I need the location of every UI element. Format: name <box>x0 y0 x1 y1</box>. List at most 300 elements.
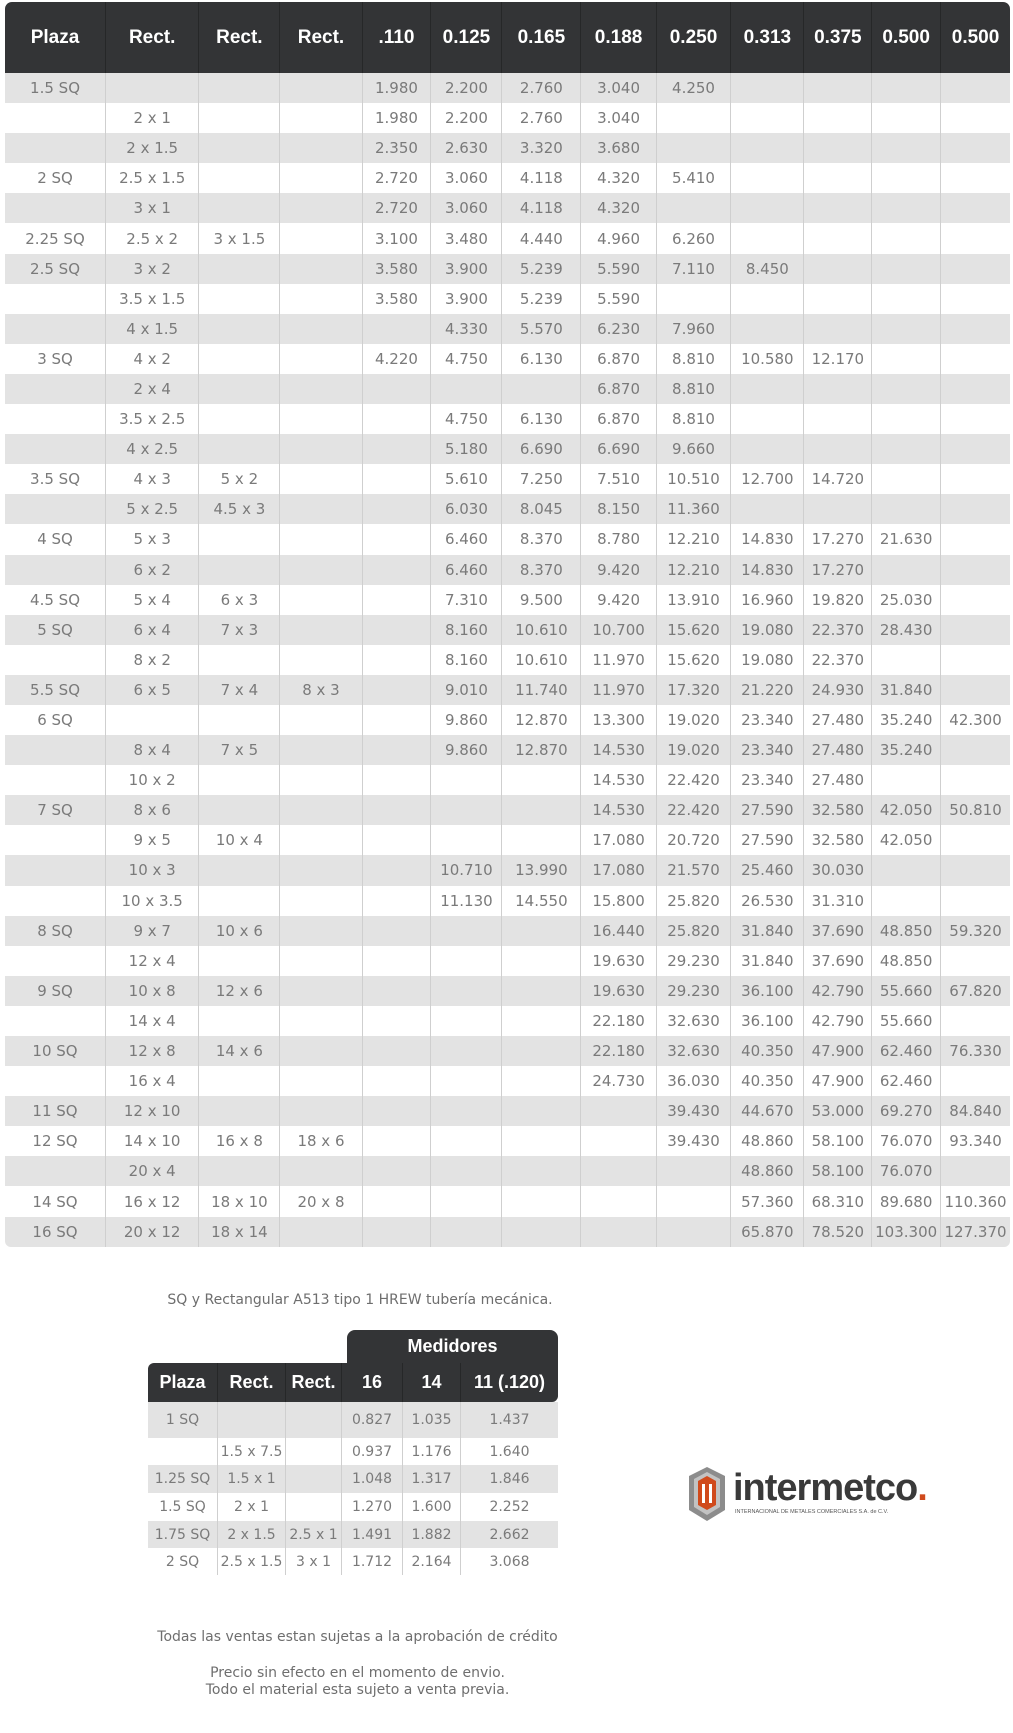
table-cell: 84.840 <box>941 1096 1010 1126</box>
table-cell: 89.680 <box>872 1186 941 1216</box>
table-cell <box>804 193 872 223</box>
table-cell: 16 x 8 <box>199 1126 280 1156</box>
table-cell <box>941 404 1010 434</box>
table-cell: 48.860 <box>731 1156 804 1186</box>
table-cell: 1.5 SQ <box>5 73 106 103</box>
table-cell: 0.937 <box>342 1438 403 1465</box>
table-row <box>5 855 1010 885</box>
column-header: Rect. <box>286 1363 342 1402</box>
table-cell <box>280 133 362 163</box>
table-cell: 55.660 <box>872 1006 941 1036</box>
table-cell: 2.662 <box>461 1521 558 1548</box>
table-cell <box>431 1066 502 1096</box>
table-cell: 4.5 SQ <box>5 585 106 615</box>
table-cell: 10.510 <box>657 464 731 494</box>
table-cell: 47.900 <box>804 1066 872 1096</box>
table-cell: 14 x 4 <box>106 1006 199 1036</box>
table-cell: 4.250 <box>657 73 731 103</box>
table-cell <box>941 946 1010 976</box>
table-cell <box>199 133 280 163</box>
table-cell <box>5 1006 106 1036</box>
table-cell <box>502 976 581 1006</box>
table-cell: 4 x 1.5 <box>106 314 199 344</box>
table-cell: 6.130 <box>502 404 581 434</box>
table-cell: 21.630 <box>872 524 941 554</box>
table-cell: 14 x 10 <box>106 1126 199 1156</box>
table-cell: 4 x 2.5 <box>106 434 199 464</box>
table-cell: 6.460 <box>431 555 502 585</box>
table-cell: 13.990 <box>502 855 581 885</box>
table-cell: 21.220 <box>731 675 804 705</box>
table-cell: 9 x 7 <box>106 916 199 946</box>
table-cell <box>731 163 804 193</box>
table-cell: 2 x 1 <box>106 103 199 133</box>
table-cell <box>363 434 432 464</box>
table-cell: 3.580 <box>363 254 432 284</box>
table-row <box>5 254 1010 284</box>
table-cell <box>872 284 941 314</box>
table-cell: 14.550 <box>502 886 581 916</box>
table-cell <box>286 1438 342 1465</box>
column-header: Rect. <box>106 2 199 73</box>
table-cell: 7.310 <box>431 585 502 615</box>
table-cell: 12 x 4 <box>106 946 199 976</box>
table-row <box>5 976 1010 1006</box>
table-cell: 8.045 <box>502 494 581 524</box>
table-cell: 36.030 <box>657 1066 731 1096</box>
table-cell: 31.840 <box>731 946 804 976</box>
table-cell: 40.350 <box>731 1036 804 1066</box>
table-cell <box>280 765 362 795</box>
table-cell: 8 x 6 <box>106 795 199 825</box>
table-cell: 47.900 <box>804 1036 872 1066</box>
table-cell <box>581 1156 657 1186</box>
table-row <box>148 1521 558 1548</box>
table-cell <box>804 314 872 344</box>
table-cell: 76.330 <box>941 1036 1010 1066</box>
table-cell: 20.720 <box>657 825 731 855</box>
table-cell: 32.630 <box>657 1006 731 1036</box>
table-cell: 7.110 <box>657 254 731 284</box>
logo-wordmark: intermetco. <box>733 1467 927 1509</box>
table-cell <box>502 1156 581 1186</box>
table-cell: 48.860 <box>731 1126 804 1156</box>
table-cell <box>872 193 941 223</box>
table-cell: 7 SQ <box>5 795 106 825</box>
table-cell <box>872 374 941 404</box>
table-cell <box>363 765 432 795</box>
table-cell: 12.210 <box>657 555 731 585</box>
table-cell <box>581 1217 657 1247</box>
table-cell: 11.970 <box>581 645 657 675</box>
table-cell: 11.970 <box>581 675 657 705</box>
table-cell <box>804 103 872 133</box>
table-cell: 2.5 x 2 <box>106 223 199 253</box>
table-row <box>5 735 1010 765</box>
table-cell: 9.500 <box>502 585 581 615</box>
table-cell: 2 x 1 <box>218 1493 286 1521</box>
table-row <box>5 404 1010 434</box>
table-cell <box>280 374 362 404</box>
column-header: Rect. <box>280 2 362 73</box>
table-row <box>5 765 1010 795</box>
table-cell <box>941 524 1010 554</box>
table-cell: 3.5 x 1.5 <box>106 284 199 314</box>
table-cell <box>581 1096 657 1126</box>
table-cell <box>581 1126 657 1156</box>
table-cell: 6.460 <box>431 524 502 554</box>
table-cell: 17.270 <box>804 524 872 554</box>
table-cell <box>581 1186 657 1216</box>
table-cell: 103.300 <box>872 1217 941 1247</box>
table-cell: 4.440 <box>502 223 581 253</box>
table-row <box>5 1156 1010 1186</box>
table-row <box>5 1006 1010 1036</box>
table-cell: 16 SQ <box>5 1217 106 1247</box>
table-row <box>5 916 1010 946</box>
table-cell: 2.25 SQ <box>5 223 106 253</box>
table-cell: 2 x 4 <box>106 374 199 404</box>
table-cell <box>431 1036 502 1066</box>
table-cell: 23.340 <box>731 765 804 795</box>
table-cell <box>363 976 432 1006</box>
column-header: 0.500 <box>941 2 1010 73</box>
table-cell <box>280 464 362 494</box>
table-cell: 13.300 <box>581 705 657 735</box>
column-header: Plaza <box>148 1363 218 1402</box>
table-cell: 62.460 <box>872 1036 941 1066</box>
table-cell <box>280 404 362 434</box>
logo-subtitle: INTERNACIONAL DE METALES COMERCIALES S.A. de C.V. <box>735 1509 889 1515</box>
table-cell <box>804 374 872 404</box>
table-cell <box>363 374 432 404</box>
table-cell: 3.040 <box>581 103 657 133</box>
table-cell: 31.840 <box>872 675 941 705</box>
table-cell <box>872 645 941 675</box>
table-cell <box>286 1465 342 1493</box>
table-cell <box>199 795 280 825</box>
table-cell: 9.860 <box>431 705 502 735</box>
table-cell: 3.900 <box>431 254 502 284</box>
table-cell: 16 x 12 <box>106 1186 199 1216</box>
table-cell <box>5 314 106 344</box>
table-cell <box>657 284 731 314</box>
table-cell: 7.510 <box>581 464 657 494</box>
table-cell <box>431 976 502 1006</box>
table-cell <box>431 795 502 825</box>
table-cell: 8.370 <box>502 524 581 554</box>
table-cell: 25.030 <box>872 585 941 615</box>
table-cell <box>941 494 1010 524</box>
table-cell <box>280 494 362 524</box>
table-cell: 2 SQ <box>148 1548 218 1575</box>
table-cell: 35.240 <box>872 705 941 735</box>
table-cell: 42.050 <box>872 825 941 855</box>
table-cell: 37.690 <box>804 946 872 976</box>
table-row <box>5 555 1010 585</box>
table-cell <box>872 314 941 344</box>
table-cell <box>280 163 362 193</box>
price-note: Precio sin efecto en el momento de envio. <box>210 1665 505 1681</box>
table-cell: 3.100 <box>363 223 432 253</box>
table-cell <box>502 916 581 946</box>
table-cell <box>363 916 432 946</box>
table-cell <box>280 946 362 976</box>
table-row <box>5 1096 1010 1126</box>
table-row <box>5 223 1010 253</box>
table-row <box>5 675 1010 705</box>
table-cell <box>872 254 941 284</box>
table-cell: 2.630 <box>431 133 502 163</box>
table-cell <box>5 855 106 885</box>
table-cell <box>363 1186 432 1216</box>
table-cell <box>280 1036 362 1066</box>
table-cell <box>286 1493 342 1521</box>
table-cell: 93.340 <box>941 1126 1010 1156</box>
table-cell: 7.250 <box>502 464 581 494</box>
table-cell: 32.630 <box>657 1036 731 1066</box>
table-cell: 23.340 <box>731 735 804 765</box>
table-cell <box>199 765 280 795</box>
table-row <box>148 1548 558 1575</box>
table-cell <box>502 1186 581 1216</box>
intermetco-shield-icon <box>685 1465 729 1523</box>
table-cell: 1.600 <box>403 1493 461 1521</box>
table-row <box>5 645 1010 675</box>
table-row <box>5 1217 1010 1247</box>
table-cell: 6.230 <box>581 314 657 344</box>
table-cell <box>941 765 1010 795</box>
table-cell: 5 x 4 <box>106 585 199 615</box>
table-cell <box>363 1066 432 1096</box>
table-cell <box>280 344 362 374</box>
table-cell: 7 x 4 <box>199 675 280 705</box>
table-cell <box>431 1126 502 1156</box>
table-cell <box>502 1006 581 1036</box>
table-cell: 3.068 <box>461 1548 558 1575</box>
table-row <box>5 946 1010 976</box>
table-cell <box>804 133 872 163</box>
table-cell: 42.050 <box>872 795 941 825</box>
table-row <box>5 1126 1010 1156</box>
table-cell: 10 x 8 <box>106 976 199 1006</box>
table-cell <box>5 886 106 916</box>
table-cell: 5.180 <box>431 434 502 464</box>
table-cell <box>5 1066 106 1096</box>
table-cell <box>431 1096 502 1126</box>
table-cell <box>199 855 280 885</box>
table-cell <box>431 1217 502 1247</box>
table-cell: 1.846 <box>461 1465 558 1493</box>
table-cell: 12.210 <box>657 524 731 554</box>
table-cell: 10 x 3.5 <box>106 886 199 916</box>
table-cell: 11.130 <box>431 886 502 916</box>
table-cell <box>941 1066 1010 1096</box>
table-cell: 127.370 <box>941 1217 1010 1247</box>
table-cell <box>363 314 432 344</box>
table-cell: 5.410 <box>657 163 731 193</box>
table-cell <box>941 434 1010 464</box>
table-cell: 5 x 2 <box>199 464 280 494</box>
column-header: 11 (.120) <box>461 1363 558 1402</box>
table-cell: 5 x 3 <box>106 524 199 554</box>
table-cell <box>941 103 1010 133</box>
table-cell: 1.980 <box>363 103 432 133</box>
table-cell: 30.030 <box>804 855 872 885</box>
table-cell <box>941 555 1010 585</box>
table-cell: 0.827 <box>342 1402 403 1438</box>
table-cell: 9.860 <box>431 735 502 765</box>
table-cell <box>941 1006 1010 1036</box>
table-cell: 5 x 2.5 <box>106 494 199 524</box>
table-cell: 32.580 <box>804 795 872 825</box>
table-cell: 78.520 <box>804 1217 872 1247</box>
table-cell: 8.150 <box>581 494 657 524</box>
table-cell: 1.035 <box>403 1402 461 1438</box>
table-cell: 110.360 <box>941 1186 1010 1216</box>
table-cell: 27.480 <box>804 735 872 765</box>
table-cell <box>872 73 941 103</box>
table-cell: 5 SQ <box>5 615 106 645</box>
table-cell: 8.370 <box>502 555 581 585</box>
table-row <box>5 133 1010 163</box>
table-cell: 10.610 <box>502 645 581 675</box>
table-row <box>5 524 1010 554</box>
table-cell <box>199 555 280 585</box>
table-cell: 67.820 <box>941 976 1010 1006</box>
table-cell <box>431 825 502 855</box>
table-cell <box>657 1217 731 1247</box>
table-cell: 2.720 <box>363 193 432 223</box>
table-cell: 12 SQ <box>5 1126 106 1156</box>
table-cell <box>872 434 941 464</box>
table-cell <box>280 284 362 314</box>
table-cell: 57.360 <box>731 1186 804 1216</box>
table-row <box>5 1036 1010 1066</box>
table-cell: 3.580 <box>363 284 432 314</box>
table-cell <box>941 374 1010 404</box>
table-cell: 1.048 <box>342 1465 403 1493</box>
table-cell: 20 x 8 <box>280 1186 362 1216</box>
table-cell: 37.690 <box>804 916 872 946</box>
table-cell: 9 SQ <box>5 976 106 1006</box>
table-cell <box>502 825 581 855</box>
table-cell: 1 SQ <box>148 1402 218 1438</box>
table-cell: 20 x 4 <box>106 1156 199 1186</box>
column-header: .110 <box>363 2 432 73</box>
table-cell: 3 x 2 <box>106 254 199 284</box>
table-cell: 12 x 8 <box>106 1036 199 1066</box>
table-cell: 16.440 <box>581 916 657 946</box>
table-cell <box>5 434 106 464</box>
table-cell: 12 x 6 <box>199 976 280 1006</box>
table-cell: 27.590 <box>731 795 804 825</box>
table-cell: 27.480 <box>804 705 872 735</box>
table-cell <box>5 133 106 163</box>
table-cell <box>280 825 362 855</box>
table-row <box>5 374 1010 404</box>
table-cell: 4.220 <box>363 344 432 374</box>
table-cell: 16 x 4 <box>106 1066 199 1096</box>
table-cell: 14 SQ <box>5 1186 106 1216</box>
table-cell: 3.060 <box>431 163 502 193</box>
table-cell <box>941 73 1010 103</box>
table-cell: 22.370 <box>804 615 872 645</box>
table-cell <box>804 73 872 103</box>
column-header: 0.313 <box>731 2 804 73</box>
table-cell: 4.320 <box>581 193 657 223</box>
table-cell <box>363 946 432 976</box>
table-cell <box>502 946 581 976</box>
table-cell <box>804 163 872 193</box>
table-cell <box>872 163 941 193</box>
table-cell <box>731 314 804 344</box>
table-cell <box>199 1066 280 1096</box>
table-cell: 58.100 <box>804 1156 872 1186</box>
table-cell <box>5 404 106 434</box>
table-cell: 6.690 <box>581 434 657 464</box>
column-header: 0.375 <box>804 2 872 73</box>
table-cell <box>5 735 106 765</box>
table-cell: 1.5 x 7.5 <box>218 1438 286 1465</box>
table-cell <box>363 886 432 916</box>
table-cell: 3.900 <box>431 284 502 314</box>
table-cell <box>363 1217 432 1247</box>
table-cell <box>941 133 1010 163</box>
table-cell: 6 SQ <box>5 705 106 735</box>
table-cell <box>804 223 872 253</box>
table-cell <box>199 193 280 223</box>
table-cell <box>363 675 432 705</box>
table-cell <box>941 464 1010 494</box>
table-cell: 5.570 <box>502 314 581 344</box>
table-cell: 12.870 <box>502 705 581 735</box>
table-cell <box>872 494 941 524</box>
table-cell <box>431 1006 502 1036</box>
table-cell: 22.180 <box>581 1006 657 1036</box>
table-cell: 1.176 <box>403 1438 461 1465</box>
table-cell <box>941 585 1010 615</box>
table-cell: 4 SQ <box>5 524 106 554</box>
table-cell <box>5 374 106 404</box>
table-cell <box>5 1156 106 1186</box>
table-cell: 12.700 <box>731 464 804 494</box>
column-header: 14 <box>403 1363 461 1402</box>
table-cell: 31.840 <box>731 916 804 946</box>
table-cell: 2.5 x 1 <box>286 1521 342 1548</box>
table-cell: 3.5 SQ <box>5 464 106 494</box>
table-row <box>148 1402 558 1438</box>
table-cell: 8.450 <box>731 254 804 284</box>
table-cell: 5.610 <box>431 464 502 494</box>
table-cell <box>199 163 280 193</box>
table-cell <box>872 886 941 916</box>
table-cell <box>280 73 362 103</box>
table-cell <box>199 1006 280 1036</box>
table-cell <box>199 886 280 916</box>
table-cell: 6.030 <box>431 494 502 524</box>
table-cell: 2 SQ <box>5 163 106 193</box>
table-cell: 18 x 14 <box>199 1217 280 1247</box>
table-cell: 22.420 <box>657 765 731 795</box>
table-cell: 17.270 <box>804 555 872 585</box>
table-cell: 19.820 <box>804 585 872 615</box>
table-cell: 7.960 <box>657 314 731 344</box>
table-cell <box>731 494 804 524</box>
table-cell <box>804 434 872 464</box>
table-cell <box>431 1156 502 1186</box>
table-cell: 23.340 <box>731 705 804 735</box>
